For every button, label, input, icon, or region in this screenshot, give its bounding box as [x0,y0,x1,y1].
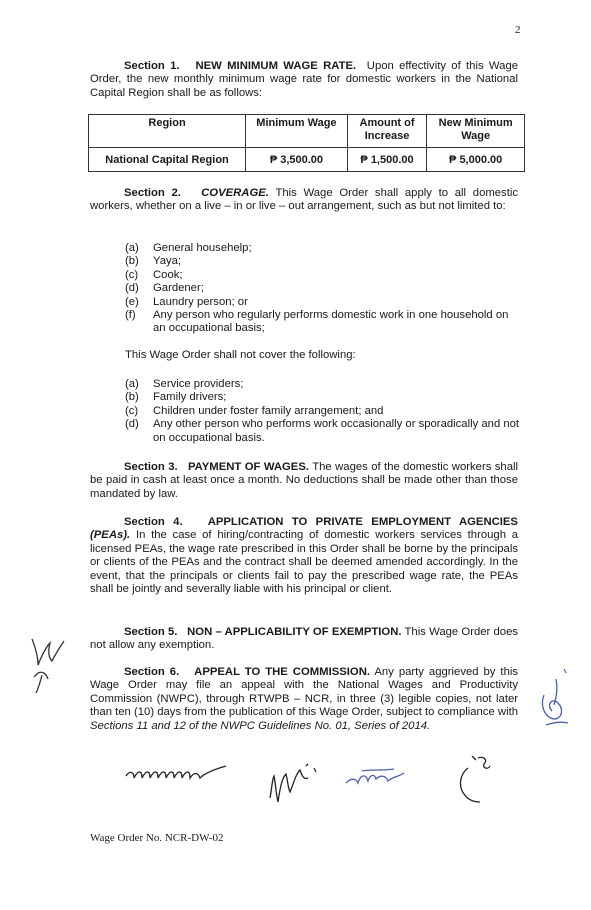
list-item [125,282,520,295]
list-item [125,242,520,255]
section-1-title: NEW MINIMUM WAGE RATE. [195,60,357,72]
section-4-text: In the case of hiring/contracting of domestic workers services through a licensed PEAs, the wage rate prescribed in this Order shall be borne by the principals or clients of the PEAs and the contract shall be deemed amended accordingly. In the event, that the principals or clients fail to pay the prescribed wage rate, the PEAs shall be jointly and severally liable with his principal or client. [90,529,518,596]
footer-wage-order-number: Wage Order No. NCR-DW-02 [90,832,224,844]
section-2-title: COVERAGE. [201,187,269,199]
section-1-heading: Section 1. [124,60,180,72]
item-label: (d) [125,418,139,431]
list-item [125,405,520,418]
margin-initials-right [536,665,576,735]
header-amount-increase: Amount of Increase [347,115,427,148]
wage-table [88,114,525,172]
cell-new-minimum-wage: ₱ 5,000.00 [427,148,525,172]
section-1-text: Upon effectivity of this Wage Order, the new monthly minimum wage rate for domestic workers in the National Capital Region shall be as follows: [90,60,519,99]
header-new-minimum-wage: New Minimum Wage [427,115,525,148]
list-item [125,309,520,336]
signature-2 [266,758,326,808]
section-6-text: Any party aggrieved by this Wage Order may file an appeal with the National Wages and Productivity Commission (NWPC), through RTWPB – NCR, in three (3) legible copies, not later than ten (10) days from the publication of this Wage Order, subject to compliance with [90,666,519,719]
section-4-title-italic: (PEAs). [90,529,131,542]
section-2-text: This Wage Order shall apply to all domestic workers, whether on a live – in or live – out arrangement, such as but not limited to: [90,187,518,213]
item-text: Family drivers; [153,391,227,404]
section-6 [90,666,518,733]
page-number: 2 [515,24,521,36]
item-text: Cook; [153,268,183,281]
section-4 [90,516,518,596]
section-2-heading: Section 2. [124,187,181,199]
signature-4 [454,752,504,812]
cell-region: National Capital Region [89,148,246,172]
coverage-list [125,242,520,336]
item-text: Gardener; [153,282,204,295]
section-3 [90,461,518,501]
list-item [125,391,520,404]
section-6-text-italic: Sections 11 and 12 of the NWPC Guidelines No. 01, Series of 2014. [90,719,431,732]
header-minimum-wage: Minimum Wage [246,115,348,148]
header-region: Region [89,115,246,148]
item-label: (c) [125,268,139,281]
list-item [125,269,520,282]
section-6-title: APPEAL TO THE COMMISSION. [194,666,371,678]
signature-3 [342,763,412,793]
section-1 [90,60,518,100]
section-3-heading: Section 3. [124,461,178,473]
item-text: Laundry person; or [153,295,248,308]
item-label: (a) [125,242,139,254]
cell-amount-increase: ₱ 1,500.00 [347,148,427,172]
item-label: (e) [125,295,139,308]
section-5-title: NON – APPLICABILITY OF EXEMPTION. [187,626,402,638]
item-text: Service providers; [153,378,244,390]
table-header-row [89,115,525,148]
item-label: (d) [125,282,139,295]
section-4-title: APPLICATION TO PRIVATE EMPLOYMENT AGENCIES [207,516,518,528]
list-item [125,255,520,268]
section-5-text: This Wage Order does not allow any exemption. [90,626,518,652]
item-text: General househelp; [153,242,252,254]
signature-1 [122,760,232,790]
item-label: (b) [125,391,139,404]
section-3-title: PAYMENT OF WAGES. [187,461,310,473]
section-4-heading: Section 4. [124,516,183,528]
margin-initials-left [28,635,68,695]
list-item [125,378,520,391]
section-5-heading: Section 5. [124,626,178,638]
item-label: (c) [125,404,139,417]
section-3-text: The wages of the domestic workers shall be paid in cash at least once a month. No deductions shall be made other than those mandated by law. [90,461,519,500]
section-5 [90,626,518,653]
exclusion-intro: This Wage Order shall not cover the following: [125,349,356,361]
item-label: (f) [125,309,136,322]
exclusion-list [125,378,520,445]
section-6-heading: Section 6. [124,666,180,678]
item-label: (a) [125,378,139,390]
item-text: Yaya; [153,255,182,268]
item-text: Any other person who performs work occasionally or sporadically and not on occupational basis. [153,418,520,444]
item-label: (b) [125,255,139,268]
table-row [89,148,525,172]
list-item [125,418,520,445]
section-2 [90,187,518,214]
cell-minimum-wage: ₱ 3,500.00 [246,148,348,172]
list-item [125,296,520,309]
item-text: Children under foster family arrangement; and [153,404,384,417]
item-text: Any person who regularly performs domestic work in one household on an occupational basis; [153,309,509,335]
